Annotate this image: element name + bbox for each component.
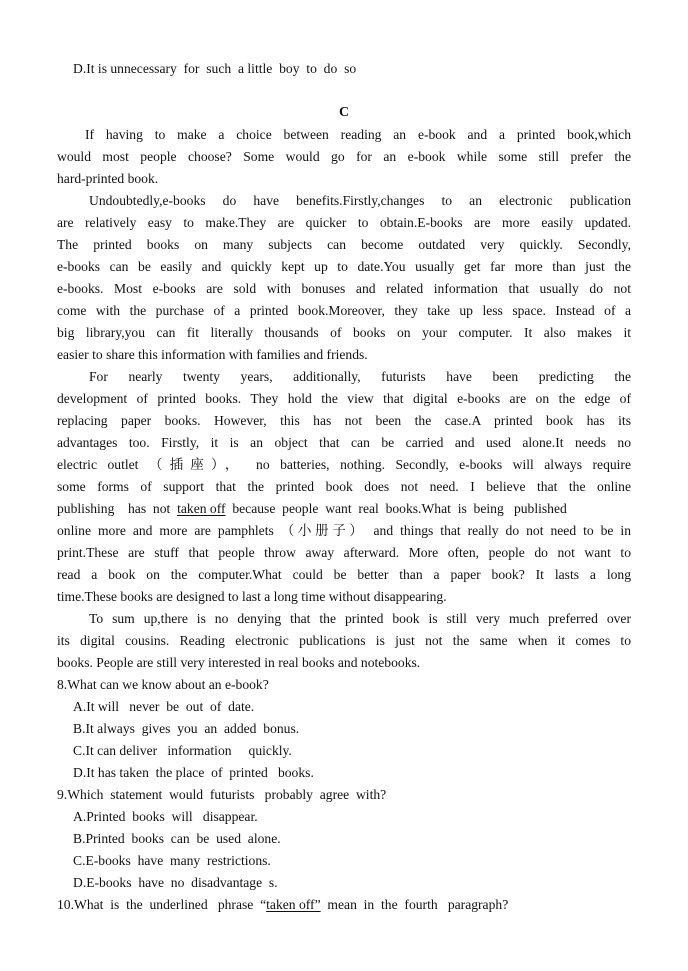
paragraph-line: books. People are still very interested in real books and notebooks. (57, 655, 421, 670)
question-stem-end: mean in the fourth paragraph? (320, 897, 509, 912)
paragraph-line: hard-printed book. (57, 171, 159, 186)
paragraph-line: development of printed books. They hold the view that digital e-books are on the edge of (57, 391, 631, 406)
answer-option-b: B.Printed books can be used alone. (73, 831, 281, 846)
paragraph-line: are relatively easy to make.They are quicker to obtain.E-books are more easily updated. (57, 215, 631, 230)
paragraph-line: read a book on the computer.What could be better than a paper book? It lasts a long (57, 567, 631, 582)
previous-option-d: D.It is unnecessary for such a little boy to do so (73, 61, 357, 76)
paragraph-line: electric outlet （插座）， no batteries, nothing. Secondly, e-books will always require (57, 457, 631, 472)
answer-option-d: D.E-books have no disadvantage s. (73, 875, 278, 890)
paragraph-line: its digital cousins. Reading electronic publications is just not the same when it comes to (57, 633, 631, 648)
paragraph-line: some forms of support that the printed book does not need. I believe that the online (57, 479, 631, 494)
question-stem: 9.Which statement would futurists probably agree with? (57, 787, 387, 802)
paragraph-line: Undoubtedly,e-books do have benefits.Firstly,changes to an electronic publication (89, 193, 631, 208)
paragraph-line: easier to share this information with families and friends. (57, 347, 368, 362)
paragraph-line: come with the purchase of a printed book.Moreover, they take up less space. Instead of a (57, 303, 631, 318)
paragraph-line: To sum up,there is no denying that the printed book is still very much preferred over (89, 611, 631, 626)
paragraph-line: e-books can be easily and quickly kept up to date.You usually get far more than just the (57, 259, 631, 274)
paragraph-line: replacing paper books. However, this has not been the case.A printed book has its (57, 413, 631, 428)
section-title: C (338, 105, 350, 120)
answer-option-a: A.Printed books will disappear. (73, 809, 258, 824)
paragraph-line: time.These books are designed to last a long time without disappearing. (57, 589, 447, 604)
paragraph-line: e-books. Most e-books are sold with bonuses and related information that usually do not (57, 281, 631, 296)
question-stem-start: 10.What is the underlined phrase “ (57, 897, 267, 912)
paragraph-line: big library,you can fit literally thousands of books on your computer. It also makes it (57, 325, 631, 340)
answer-option-d: D.It has taken the place of printed books. (73, 765, 314, 780)
answer-option-b: B.It always gives you an added bonus. (73, 721, 300, 736)
paragraph-line: For nearly twenty years, additionally, futurists have been predicting the (89, 369, 631, 384)
paragraph-line: print.These are stuff that people throw away afterward. More often, people do not want to (57, 545, 631, 560)
paragraph-line: If having to make a choice between reading an e-book and a printed book,which (85, 127, 631, 142)
underlined-phrase-quote: taken off” (266, 897, 321, 912)
paragraph-line: would most people choose? Some would go for an e-book while some still prefer the (57, 149, 631, 164)
question-stem: 8.What can we know about an e-book? (57, 677, 269, 692)
answer-option-c: C.It can deliver information quickly. (73, 743, 292, 758)
underlined-phrase: taken off (177, 501, 226, 516)
paragraph-line: advantages too. Firstly, it is an object that can be carried and used alone.It needs no (57, 435, 631, 450)
line-start: publishing has not (57, 501, 178, 516)
line-end: because people want real books.What is being published (225, 501, 567, 516)
answer-option-c: C.E-books have many restrictions. (73, 853, 271, 868)
answer-option-a: A.It will never be out of date. (73, 699, 255, 714)
question-10 (57, 894, 508, 916)
paragraph-line: The printed books on many subjects can become outdated very quickly. Secondly, (57, 237, 631, 252)
paragraph-line: online more and more are pamphlets （小册子） and things that really do not need to be in (57, 523, 631, 538)
paragraph-line-underlined (57, 498, 567, 520)
